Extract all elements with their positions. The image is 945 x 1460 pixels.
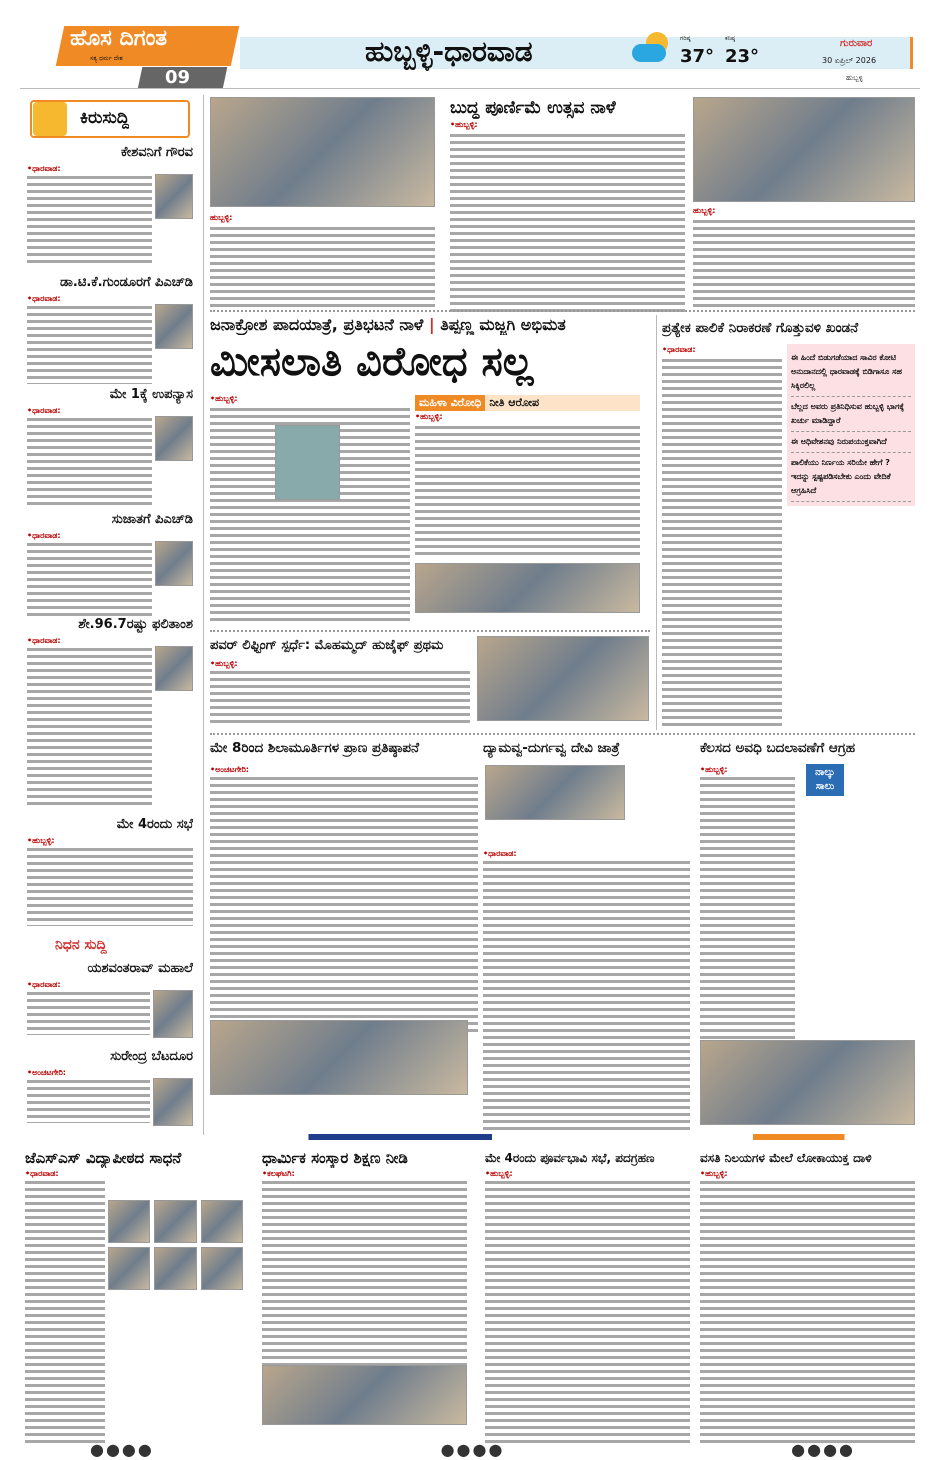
brief-item: ಸುಜಾತಗೆ ಪಿಎಚ್‌ಡಿ •ಧಾರವಾಡ: xyxy=(27,510,193,616)
obit-item: ಸುರೇಂದ್ರ ಬೆಟದೂರ •ಅಂಚಟಗೇರಿ: xyxy=(27,1047,193,1126)
briefs-column xyxy=(25,95,195,1135)
tagline: ಸತ್ಯ ಧರ್ಮ ದೇಶ xyxy=(90,55,123,62)
brief-item: ಕೇಶವನಿಗೆ ಗೌರವ •ಧಾರವಾಡ: xyxy=(27,143,193,264)
day: ಗುರುವಾರ xyxy=(840,38,873,49)
highlight-item: ಈ ಅಧಿವೇಶನವು ನಿರುಪಯುಕ್ತವಾಗಿದೆ xyxy=(791,432,911,453)
photo-airport xyxy=(693,97,915,202)
registration-marks: ●●●● ●●●● ●●●● xyxy=(90,1440,855,1459)
photo-workers xyxy=(700,1040,915,1125)
logo: ಹೊಸ ದಿಗಂತ xyxy=(70,26,168,51)
story: ದ್ಯಾಮವ್ವ-ದುರ್ಗವ್ವ ದೇವಿ ಜಾತ್ರೆ •ಧಾರವಾಡ: xyxy=(483,738,690,1139)
portrait xyxy=(155,304,193,349)
page-number: 09 xyxy=(165,67,191,88)
photo-caption xyxy=(210,225,435,310)
city: ಹುಬ್ಬಳ್ಳಿ xyxy=(846,74,863,82)
story: ಮೇ 4ರಂದು ಪೂರ್ವಭಾವಿ ಸಭೆ, ಪದಗ್ರಹಣ •ಹುಬ್ಬಳ್ಳಿ: xyxy=(485,1148,690,1444)
portrait-photo xyxy=(275,425,340,500)
lead-headline: ಮೀಸಲಾತಿ ವಿರೋಧ ಸಲ್ಲ xyxy=(210,339,534,385)
max-temp: 37° xyxy=(680,46,715,67)
edition-title: ಹುಬ್ಬಳ್ಳಿ-ಧಾರವಾಡ xyxy=(365,35,533,68)
portrait xyxy=(155,416,193,461)
story: ಕೆಲಸದ ಅವಧಿ ಬದಲಾವಣೆಗೆ ಆಗ್ರಹ •ಹುಬ್ಬಳ್ಳಿ: xyxy=(700,738,915,1045)
story: ವಸತಿ ನಿಲಯಗಳ ಮೇಲೆ ಲೋಕಾಯುಕ್ತ ದಾಳಿ •ಹುಬ್ಬಳ್ಳಿ: xyxy=(700,1148,915,1444)
photo-meeting xyxy=(210,97,435,207)
masthead: ಹೊಸ ದಿಗಂತ ಸತ್ಯ ಧರ್ಮ ದೇಶ 09 ಹುಬ್ಬಳ್ಳಿ-ಧಾರವಾಡ ಗರಿಷ್ಠ 37° ಕನಿಷ್ಠ 23° ಗುರುವಾರ 30 ಏಪ್ರಿಲ್ 2026 ಹುಬ್ಬಳ್ಳಿ xyxy=(0,22,945,92)
hand-icon xyxy=(33,102,67,136)
highlight-item: ಪಾಲಿಕೆಯು ನಿರ್ಣಯ ಸರಿಯೇ ಹೇಗೆ ? ಇದನ್ನು ಸ್ಪಷ್ಟಪಡಿಸಬೇಕು ಎಂದು ವೇದಿಕೆ ಆಗ್ರಹಿಸಿದೆ xyxy=(791,453,911,502)
photo-seers xyxy=(210,1020,468,1095)
partly-cloudy-icon xyxy=(632,32,672,64)
student-photos xyxy=(108,1200,243,1290)
story: ಧಾರ್ಮಿಕ ಸಂಸ್ಕಾರ ಶಿಕ್ಷಣ ನೀಡಿ •ಕಲಘಟಗಿ: xyxy=(262,1148,467,1379)
briefs-section-title: ಕಿರುಸುದ್ದಿ xyxy=(80,108,130,128)
story: ಜೆಎಸ್‌ಎಸ್ ವಿದ್ಯಾಪೀಠದ ಸಾಧನೆ •ಧಾರವಾಡ: xyxy=(25,1148,250,1444)
highlight-item: ಈ ಹಿಂದೆ ಬಿಡುಗಡೆಯಾದ ಸಾವಿರ ಕೋಟಿ ಅನುದಾನದಲ್ಲಿ ಧಾರವಾಡಕ್ಕೆ ಬಿಡಿಗಾಸೂ ಸಹ ಸಿಕ್ಕಿರಲಿಲ್ಲ xyxy=(791,348,911,397)
story-title: ಬುದ್ಧ ಪೂರ್ಣಿಮೆ ಉತ್ಸವ ನಾಳೆ xyxy=(450,98,616,118)
date: 30 ಏಪ್ರಿಲ್ 2026 xyxy=(822,56,877,65)
right-story: ಪ್ರತ್ಯೇಕ ಪಾಲಿಕೆ ನಿರಾಕರಣೆ ಗೊತ್ತುವಳಿ ಖಂಡನೆ •ಧಾರವಾಡ: ಈ ಹಿಂದೆ ಬಿಡುಗಡೆಯಾದ ಸಾವಿರ ಕೋಟಿ ಅನುದಾನದಲ್ಲಿ ಧಾರವಾಡಕ್ಕೆ ಬಿಡಿಗಾಸೂ ಸಹ ಸಿಕ್ಕಿರಲಿಲ್ಲ ಬೆಲ್ಲದ ಅವರು ಪ್ರತಿನಿಧಿಸುವ ಹುಬ್ಬಳ್ಳಿ ಭಾಗಕ್ಕೆ ಖರ್ಚು ಮಾಡಿದ್ದಾರೆ ಈ ಅಧಿವೇಶನವು ನಿರುಪಯುಕ್ತವಾಗಿದೆ ಪಾಲಿಕೆಯು ನಿರ್ಣಯ ಸರಿಯೇ ಹೇಗೆ ? ಇದನ್ನು ಸ್ಪಷ್ಟಪಡಿಸಬೇಕು ಎಂದು ವೇದಿಕೆ ಆಗ್ರಹಿಸಿದೆ xyxy=(662,318,917,728)
story: ಮೇ 8ರಿಂದ ಶಿಲಾಮೂರ್ತಿಗಳ ಪ್ರಾಣ ಪ್ರತಿಷ್ಠಾಪನೆ •ಅಂಚಟಗೇರಿ: xyxy=(210,738,478,1035)
highlight-item: ಬೆಲ್ಲದ ಅವರು ಪ್ರತಿನಿಧಿಸುವ ಹುಬ್ಬಳ್ಳಿ ಭಾಗಕ್ಕೆ ಖರ್ಚು ಮಾಡಿದ್ದಾರೆ xyxy=(791,397,911,432)
brief-item: ಮೇ 4ರಂದು ಸಭೆ •ಹುಬ್ಬಳ್ಳಿ: xyxy=(27,815,193,926)
obit-item: ಯಶವಂತರಾವ್ ಮಹಾಲೆ •ಧಾರವಾಡ: xyxy=(27,959,193,1038)
badge-four-lines: ನಾಲ್ಕು ಸಾಲು xyxy=(806,764,844,796)
brief-item: ಡಾ.ಟಿ.ಕೆ.ಗುಂಡೂರಗೆ ಪಿಎಚ್‌ಡಿ •ಧಾರವಾಡ: xyxy=(27,273,193,384)
photo-winners xyxy=(477,636,649,721)
lead-story: ಜನಾಕ್ರೋಶ ಪಾದಯಾತ್ರೆ, ಪ್ರತಿಭಟನೆ ನಾಳೆ | ತಿಪ್ಪಣ್ಣ ಮಜ್ಜಗಿ ಅಭಿಮತ ಮೀಸಲಾತಿ ವಿರೋಧ ಸಲ್ಲ •ಹುಬ್ಬಳ್ಳಿ: ಮಹಿಳಾ ವಿರೋಧಿ ನೀತಿ ಆರೋಪ •ಹುಬ್ಬಳ್ಳಿ: xyxy=(210,315,650,625)
portrait xyxy=(155,541,193,586)
min-temp: 23° xyxy=(725,46,760,67)
photo-temple xyxy=(485,765,625,820)
kicker: ಜನಾಕ್ರೋಶ ಪಾದಯಾತ್ರೆ, ಪ್ರತಿಭಟನೆ ನಾಳೆ xyxy=(210,315,424,334)
portrait xyxy=(155,174,193,219)
brief-item: ಮೇ 1ಕ್ಕೆ ಉಪನ್ಯಾಸ •ಧಾರವಾಡ: xyxy=(27,385,193,506)
portrait xyxy=(155,646,193,691)
obit-section-title: ನಿಧನ ಸುದ್ದಿ xyxy=(55,937,107,953)
photo-ceremony xyxy=(262,1365,467,1425)
brief-item: ಶೇ.96.7ರಷ್ಟು ಫಲಿತಾಂಶ •ಧಾರವಾಡ: xyxy=(27,615,193,806)
photo-protest xyxy=(415,563,640,613)
